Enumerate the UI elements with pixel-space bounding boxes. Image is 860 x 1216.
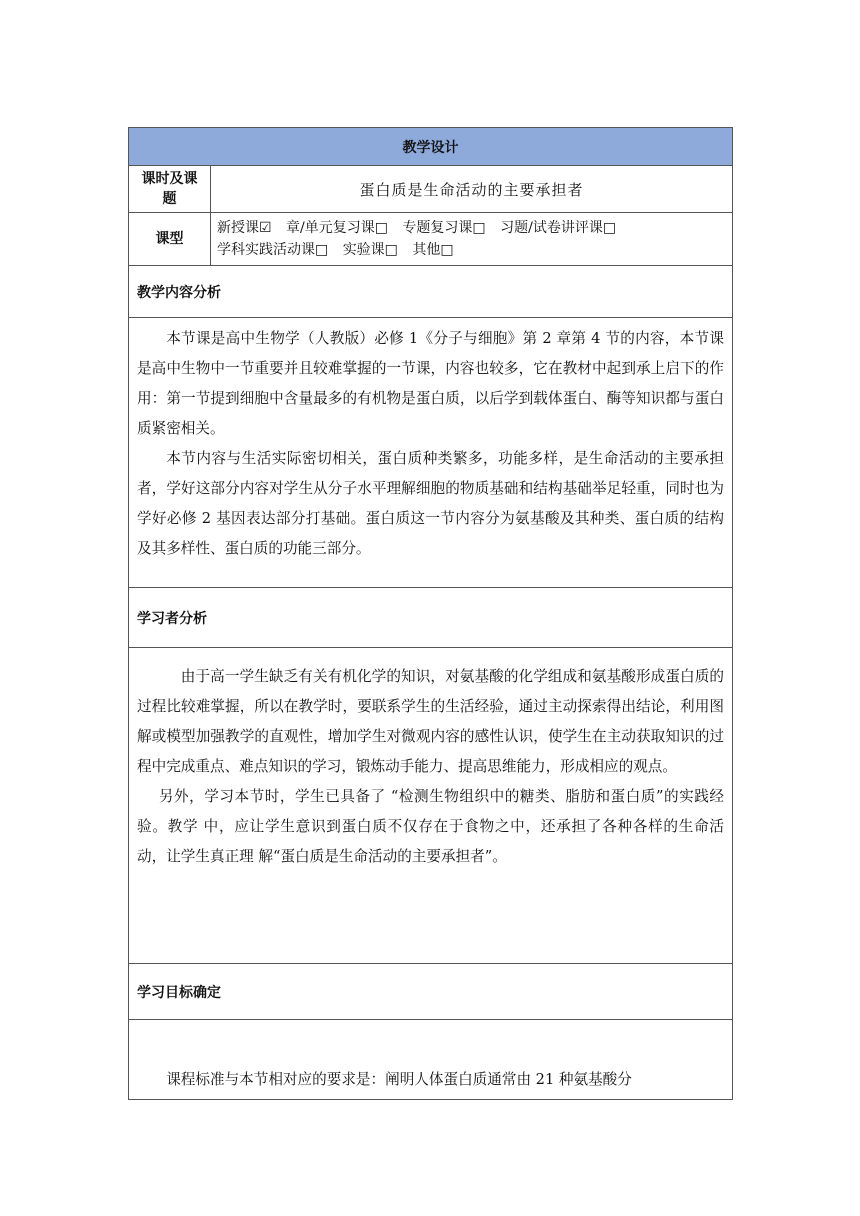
course-type-option[interactable]: 章/单元复习课□ [286,220,388,236]
learner-analysis-paragraph: 另外，学习本节时，学生已具备了 “检测生物组织中的糖类、脂肪和蛋白质”的实践经验。教学 中，应让学生意识到蛋白质不仅存在于食物之中，还承担了各种各样的生命活动，让学生真正理 解“蛋白质是生命活动的主要承担者”。 [137,788,724,865]
learner-analysis-body [129,648,733,964]
learner-analysis-paragraph: 由于高一学生缺乏有关有机化学的知识，对氨基酸的化学组成和氨基酸形成蛋白质的过程比较难掌握，所以在教学时，要联系学生的生活经验，通过主动探索得出结论，利用图解或模型加强教学的直观性，增加学生对微观内容的感性认识，使学生在主动获取知识的过程中完成重点、难点知识的学习，锻炼动手能力、提高思维能力，形成相应的观点。 [137,668,724,775]
course-type-option[interactable]: 实验课□ [342,242,398,258]
learner-analysis-heading: 学习者分析 [129,588,733,648]
course-type-option[interactable]: 习题/试卷讲评课□ [500,220,617,236]
lesson-title-label-line1: 课时及课 [141,171,198,187]
course-type-option[interactable]: 其他□ [412,242,454,258]
content-analysis-body [129,318,733,588]
course-type-label: 课型 [129,213,211,266]
course-type-option[interactable]: 专题复习课□ [402,220,486,236]
lesson-title-label [129,166,211,213]
objectives-paragraph: 课程标准与本节相对应的要求是：阐明人体蛋白质通常由 21 种氨基酸分 [166,1071,632,1088]
course-type-option[interactable]: 学科实践活动课□ [217,242,329,258]
course-type-option[interactable]: 新授课☑ [217,220,272,236]
table-header: 教学设计 [129,128,733,166]
content-analysis-paragraph: 本节内容与生活实际密切相关，蛋白质种类繁多，功能多样，是生命活动的主要承担者，学好这部分内容对学生从分子水平理解细胞的物质基础和结构基础举足轻重，同时也为学好必修 2 基因表达部分打基础。蛋白质这一节内容分为氨基酸及其种类、蛋白质的结构及其多样性、蛋白质的功能三部分。 [137,450,724,557]
course-type-options [211,213,733,266]
lesson-design-table [128,127,733,1100]
lesson-title-label-line2: 题 [162,191,177,207]
objectives-body [129,1020,733,1100]
objectives-heading: 学习目标确定 [129,964,733,1020]
content-analysis-paragraph: 本节课是高中生物学（人教版）必修 1《分子与细胞》第 2 章第 4 节的内容，本节课是高中生物中一节重要并且较难掌握的一节课，内容也较多，它在教材中起到承上启下的作用：第一节提到细胞中含量最多的有机物是蛋白质，以后学到载体蛋白、酶等知识都与蛋白质紧密相关。 [137,330,724,437]
lesson-title: 蛋白质是生命活动的主要承担者 [211,166,733,213]
content-analysis-heading: 教学内容分析 [129,266,733,318]
